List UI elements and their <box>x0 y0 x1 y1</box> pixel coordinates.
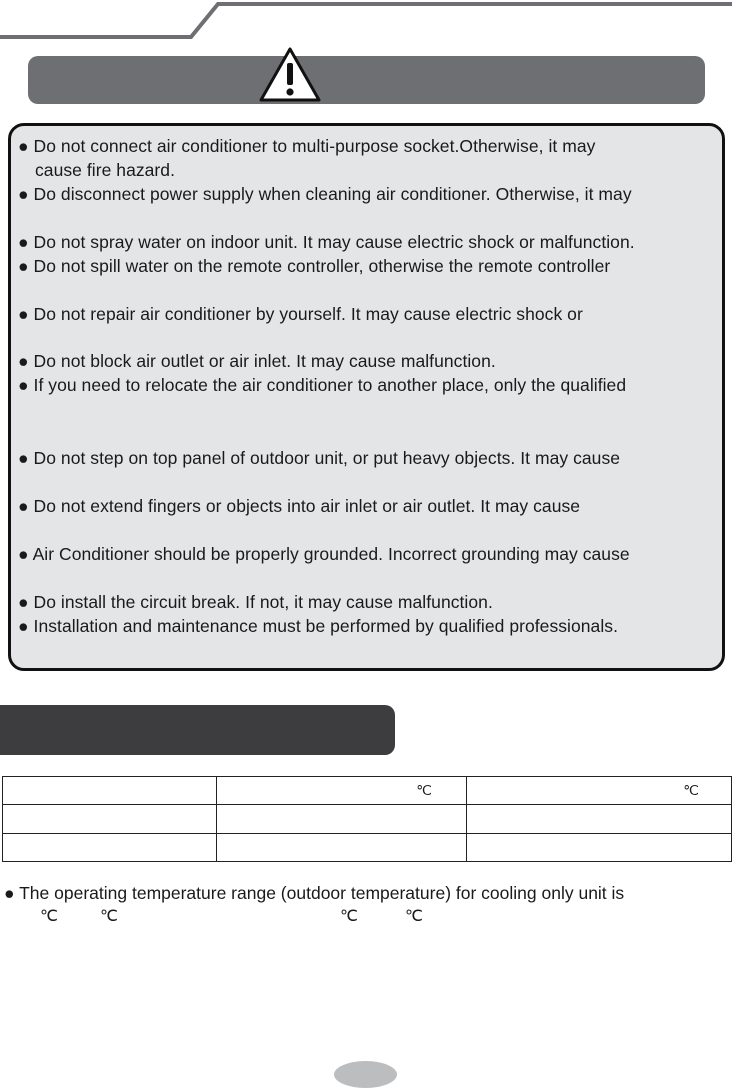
warning-line: ● Do not step on top panel of outdoor unit, or put heavy objects. It may cause <box>18 448 621 468</box>
warning-line: ● Installation and maintenance must be performed by qualified professionals. <box>18 616 618 636</box>
temperature-table <box>2 776 732 862</box>
warning-line: ● Do not connect air conditioner to multi-purpose socket.Otherwise, it may <box>18 136 596 156</box>
operating-range-banner <box>0 705 395 755</box>
warning-line: ● Do not spill water on the remote controller, otherwise the remote controller <box>18 256 611 276</box>
table-cell <box>217 833 467 861</box>
table-row <box>3 805 732 833</box>
header-decor-lines <box>0 0 732 40</box>
warning-line: ● If you need to relocate the air conditioner to another place, only the qualified <box>18 375 627 395</box>
warning-triangle-icon <box>258 46 322 104</box>
warnings-box <box>8 123 725 671</box>
table-cell <box>3 777 217 805</box>
table-cell <box>467 805 732 833</box>
degree-unit: ℃ <box>416 782 432 799</box>
degree-unit: ℃ <box>40 908 58 925</box>
warning-line: ● Do disconnect power supply when cleaning air conditioner. Otherwise, it may <box>18 184 632 204</box>
warning-line: ● Do not block air outlet or air inlet. It may cause malfunction. <box>18 351 496 371</box>
warning-line: ● Do not repair air conditioner by yourself. It may cause electric shock or <box>18 304 583 324</box>
table-row <box>3 833 732 861</box>
warning-line: cause fire hazard. <box>35 160 176 180</box>
warning-line: ● Do not spray water on indoor unit. It may cause electric shock or malfunction. <box>18 232 635 252</box>
table-cell <box>3 833 217 861</box>
degree-unit: ℃ <box>405 908 423 925</box>
table-cell <box>217 805 467 833</box>
degree-unit: ℃ <box>100 908 118 925</box>
warning-line: ● Air Conditioner should be properly grounded. Incorrect grounding may cause <box>18 544 630 564</box>
table-cell <box>3 805 217 833</box>
degree-unit: ℃ <box>683 782 699 799</box>
degree-unit: ℃ <box>340 908 358 925</box>
page-number-badge <box>334 1061 397 1088</box>
table-cell <box>467 777 732 805</box>
table-cell <box>467 833 732 861</box>
operating-range-note: ● The operating temperature range (outdoor temperature) for cooling only unit is <box>4 883 625 903</box>
warning-line: ● Do not extend fingers or objects into air inlet or air outlet. It may cause <box>18 496 581 516</box>
warning-line: ● Do install the circuit break. If not, it may cause malfunction. <box>18 592 493 612</box>
table-row <box>3 777 732 805</box>
warning-banner <box>28 56 705 104</box>
table-cell <box>217 777 467 805</box>
